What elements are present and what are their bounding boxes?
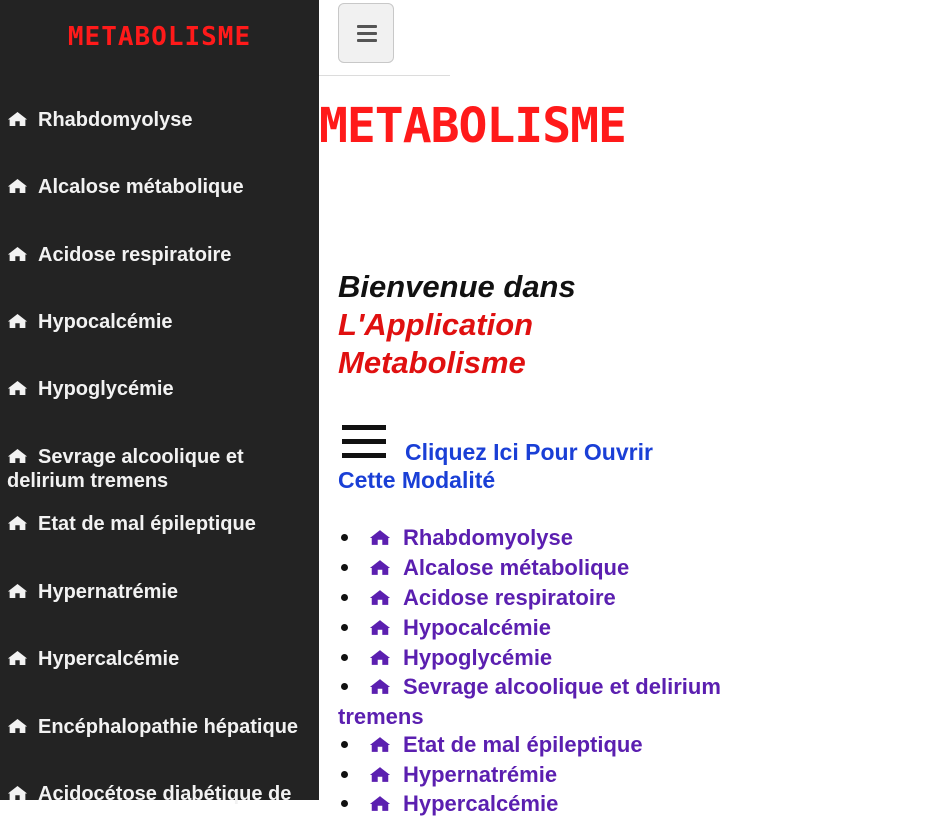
home-icon: [7, 718, 28, 734]
home-icon: [369, 766, 391, 783]
home-icon: [369, 649, 391, 666]
bullet: [341, 564, 348, 571]
home-icon: [7, 650, 28, 666]
drawer-item-label: Encéphalopathie hépatique: [38, 716, 299, 738]
list-item-label: Alcalose métabolique: [403, 555, 630, 580]
list-item-label: Etat de mal épileptique: [403, 732, 643, 757]
drawer-item-rhabdomyolyse[interactable]: [7, 108, 311, 132]
drawer-item-label-line2: delirium tremens: [7, 470, 169, 492]
welcome-line-3: Metabolisme: [338, 345, 526, 380]
list-item-etat-de-mal-epileptique[interactable]: [338, 730, 643, 760]
bullet: [341, 683, 348, 690]
list-item-rhabdomyolyse[interactable]: [338, 523, 573, 553]
drawer-item-alcalose-metabolique[interactable]: [7, 175, 311, 199]
home-icon: [7, 583, 28, 599]
drawer-item-hypocalcemie[interactable]: [7, 310, 311, 334]
list-item-hypernatremie[interactable]: [338, 760, 557, 790]
bullet: [341, 534, 348, 541]
list-item-label: Hypocalcémie: [403, 615, 551, 640]
home-icon: [369, 589, 391, 606]
home-icon: [369, 736, 391, 753]
list-item-hypocalcemie[interactable]: [338, 613, 551, 643]
home-icon: [369, 795, 391, 812]
list-item-hypercalcemie[interactable]: [338, 789, 558, 819]
header-divider: [319, 75, 450, 76]
drawer-item-hypoglycemie[interactable]: [7, 377, 311, 401]
drawer-item-hypernatremie[interactable]: [7, 580, 311, 604]
home-icon: [7, 785, 28, 801]
list-item-label-line2: tremens: [338, 704, 424, 729]
welcome-line-2: L'Application: [338, 307, 534, 342]
drawer-item-encephalopathie-hepatique[interactable]: [7, 715, 311, 739]
open-menu-link[interactable]: [338, 438, 938, 494]
home-icon: [369, 678, 391, 695]
drawer-title: METABOLISME: [67, 22, 252, 52]
list-item-label: Hypercalcémie: [403, 791, 559, 816]
menu-icon-bar: [357, 32, 377, 35]
menu-toggle-button[interactable]: [338, 3, 394, 63]
drawer-item-label: Rhabdomyolyse: [38, 109, 193, 131]
list-item-label: Hypernatrémie: [403, 762, 558, 787]
home-icon: [7, 448, 28, 464]
home-icon: [369, 619, 391, 636]
main-content: [319, 0, 721, 816]
home-icon: [7, 111, 28, 127]
home-icon: [369, 529, 391, 546]
bullet: [341, 594, 348, 601]
home-icon: [7, 380, 28, 396]
drawer-item-hypercalcemie[interactable]: [7, 647, 311, 671]
drawer-item-label: Hypocalcémie: [38, 311, 173, 333]
drawer-item-label: Acidose respiratoire: [38, 244, 232, 266]
list-item-label: Sevrage alcoolique et delirium: [403, 674, 721, 699]
list-item-alcalose-metabolique[interactable]: [338, 553, 629, 583]
list-item-label: Acidose respiratoire: [403, 585, 616, 610]
bullet: [341, 624, 348, 631]
open-menu-link-line2: Cette Modalité: [338, 467, 496, 493]
home-icon: [369, 559, 391, 576]
drawer-item-acidose-respiratoire[interactable]: [7, 243, 311, 267]
drawer-item-etat-de-mal-epileptique[interactable]: [7, 512, 311, 536]
home-icon: [7, 246, 28, 262]
home-icon: [7, 313, 28, 329]
menu-icon-bar: [357, 39, 377, 42]
drawer-item-acidocetose-diabetique[interactable]: [7, 782, 311, 806]
welcome-heading: [338, 268, 576, 382]
list-item-hypoglycemie[interactable]: [338, 643, 552, 673]
home-icon: [7, 515, 28, 531]
bullet: [341, 654, 348, 661]
bullet: [341, 741, 348, 748]
list-item-sevrage-alcoolique[interactable]: [338, 672, 721, 732]
welcome-line-1: Bienvenue dans: [338, 269, 576, 304]
drawer-item-label: Hypercalcémie: [38, 648, 180, 670]
list-item-label: Hypoglycémie: [403, 645, 553, 670]
menu-icon: [357, 25, 377, 28]
drawer-item-label: Hypoglycémie: [38, 378, 174, 400]
side-drawer: [0, 0, 319, 805]
drawer-item-label: Acidocétose diabétique de: [38, 783, 292, 805]
drawer-item-label: Alcalose métabolique: [38, 176, 244, 198]
drawer-item-label: Hypernatrémie: [38, 581, 179, 603]
app-banner: METABOLISME: [319, 98, 626, 154]
list-item-label: Rhabdomyolyse: [403, 525, 573, 550]
drawer-item-label: Sevrage alcoolique et: [38, 446, 244, 468]
open-menu-link-line1: Cliquez Ici Pour Ouvrir: [405, 439, 653, 465]
bullet: [341, 771, 348, 778]
drawer-item-sevrage-alcoolique[interactable]: [7, 445, 311, 493]
bullet: [341, 800, 348, 807]
home-icon: [7, 178, 28, 194]
drawer-item-label: Etat de mal épileptique: [38, 513, 256, 535]
list-item-acidose-respiratoire[interactable]: [338, 583, 616, 613]
